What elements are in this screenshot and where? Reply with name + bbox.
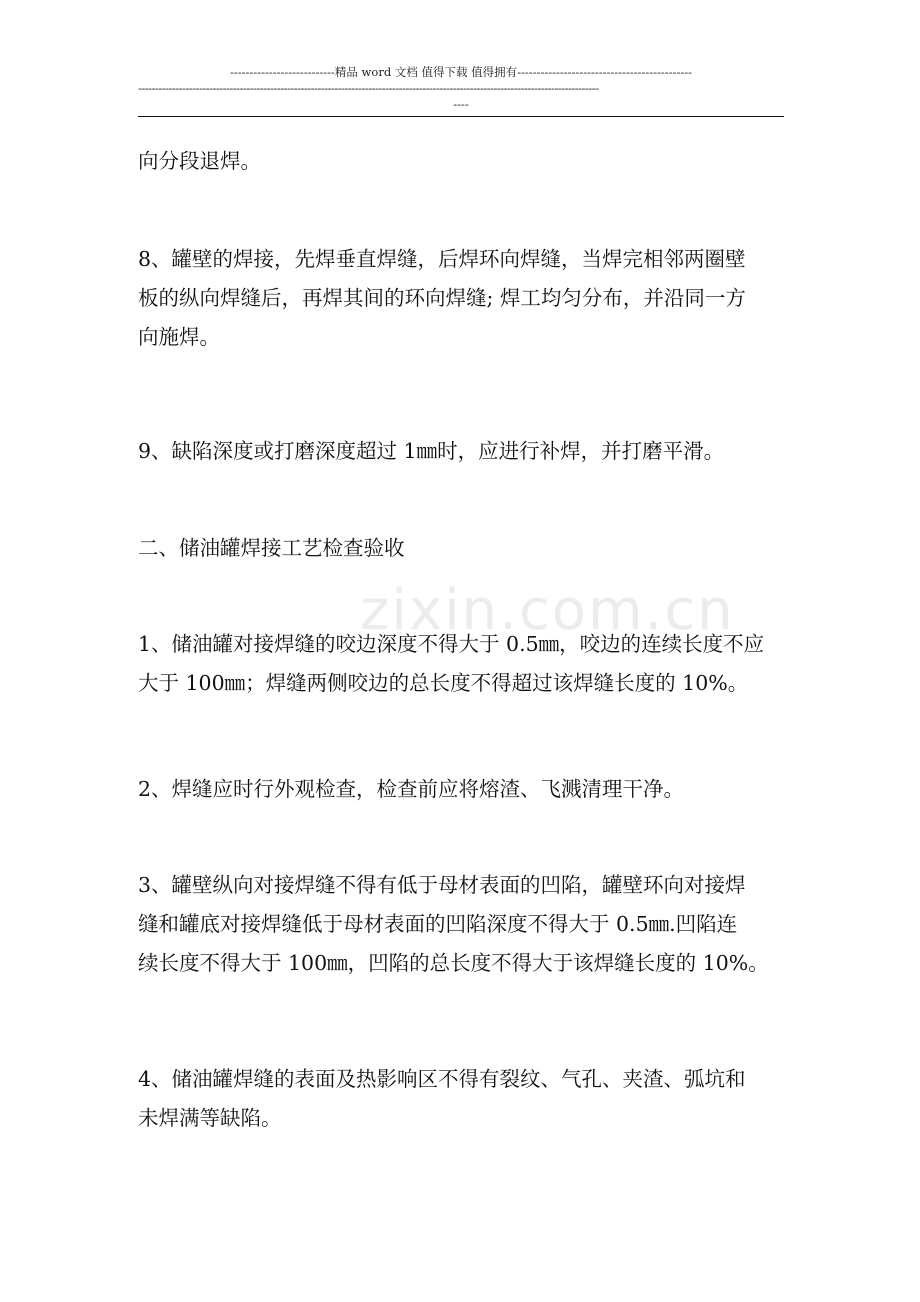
- text-line: 缝和罐底对接焊缝低于母材表面的凹陷深度不得大于 0.5㎜.凹陷连: [138, 912, 738, 936]
- text-line: 3、罐壁纵向对接焊缝不得有低于母材表面的凹陷，罐壁环向对接焊: [138, 873, 746, 897]
- text-line: 大于 100㎜；焊缝两侧咬边的总长度不得超过该焊缝长度的 10%。: [138, 671, 749, 695]
- header-line-1: ---------------------------精品 word 文档 值得下载 值得拥有---------------------------------------------: [229, 65, 693, 79]
- text-line: 续长度不得大于 100㎜，凹陷的总长度不得大于该焊缝长度的 10%。: [138, 951, 769, 975]
- text-line: 4、储油罐焊缝的表面及热影响区不得有裂纹、气孔、夹渣、弧坑和: [138, 1067, 746, 1091]
- text-line: 8、罐壁的焊接，先焊垂直焊缝，后焊环向焊缝，当焊完相邻两圈壁: [138, 247, 746, 271]
- watermark: zixin.com.cn: [360, 578, 735, 643]
- text-line: 未焊满等缺陷。: [138, 1106, 282, 1130]
- section-heading: [138, 529, 784, 568]
- header-rule: [138, 116, 784, 117]
- text-line: 二、储油罐焊接工艺检查验收: [138, 536, 405, 560]
- paragraph-9: [138, 432, 784, 471]
- header-line-2: ----------------------------------------------------------------------------------------------------------------------------------------: [138, 81, 599, 95]
- paragraph-8: [138, 240, 784, 357]
- text-line: 2、焊缝应时行外观检查，检查前应将熔渣、飞溅清理干净。: [138, 777, 685, 801]
- text-line: 9、缺陷深度或打磨深度超过 1㎜时，应进行补焊，并打磨平滑。: [138, 439, 725, 463]
- text-line: 1、储油罐对接焊缝的咬边深度不得大于 0.5㎜，咬边的连续长度不应: [138, 632, 765, 656]
- text-line: 板的纵向焊缝后，再焊其间的环向焊缝; 焊工均匀分布，并沿同一方: [138, 286, 746, 310]
- header-line-3: ----: [453, 97, 469, 111]
- paragraph-item-3: [138, 866, 784, 983]
- paragraph-1: [138, 142, 784, 181]
- paragraph-item-4: [138, 1060, 784, 1138]
- paragraph-item-2: [138, 770, 784, 809]
- paragraph-item-1: [138, 625, 784, 703]
- text-line: 向施焊。: [138, 325, 220, 349]
- page-header: [138, 64, 784, 112]
- text-line: 向分段退焊。: [138, 149, 261, 173]
